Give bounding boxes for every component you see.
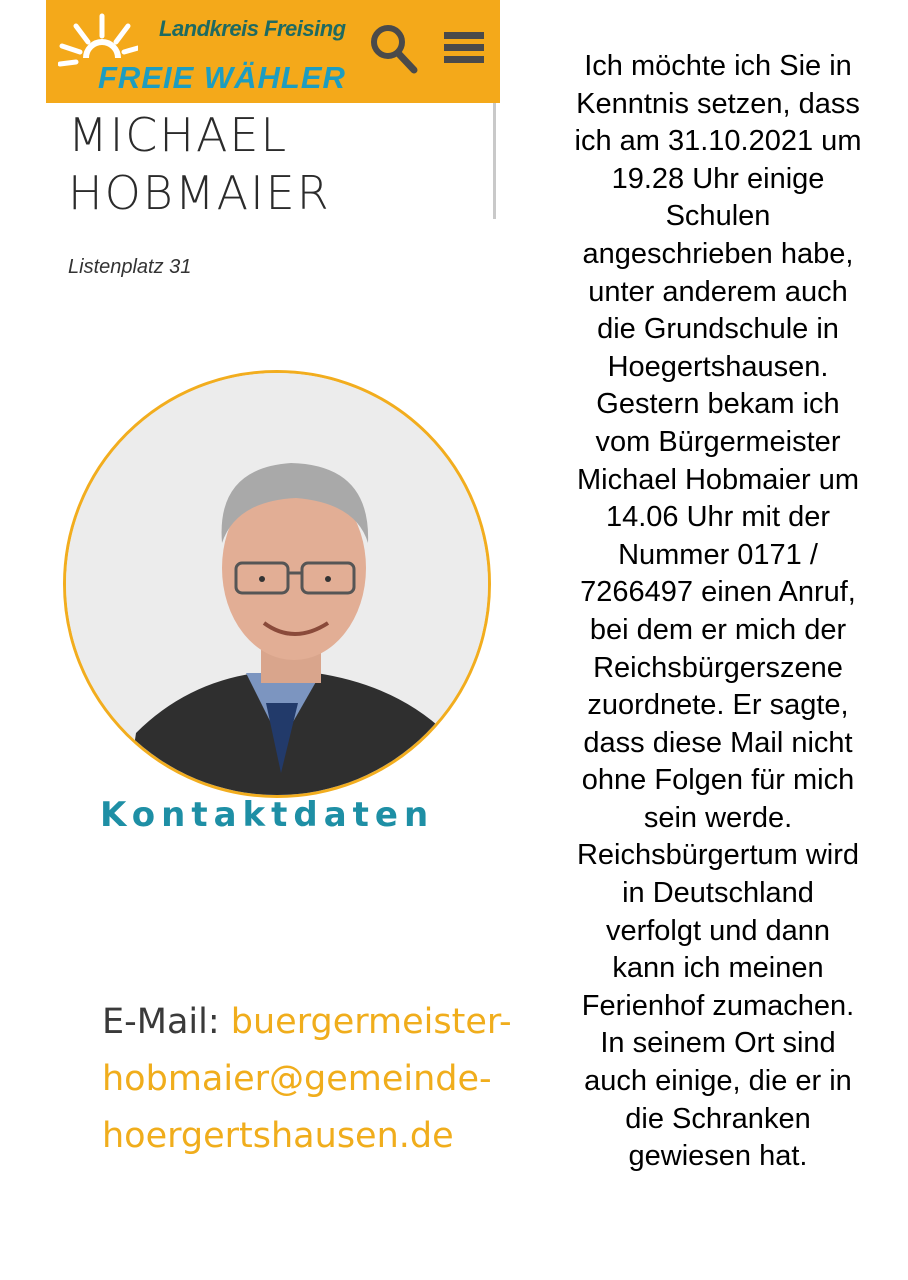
message-line: unter anderem auch — [588, 275, 848, 308]
message-text — [548, 48, 888, 1176]
message-line: angeschrieben habe, — [582, 237, 854, 270]
message-line: ich am 31.10.2021 um — [574, 125, 862, 158]
hamburger-menu-icon[interactable] — [444, 30, 484, 66]
portrait-photo — [63, 370, 491, 798]
message-line: die Schranken — [625, 1102, 811, 1135]
message-line: ohne Folgen für mich — [581, 764, 855, 797]
message-line: Michael Hobmaier um — [576, 463, 860, 496]
person-illustration — [66, 373, 491, 798]
message-line: gewiesen hat. — [628, 1140, 808, 1173]
message-line: Hoegertshausen. — [607, 350, 829, 383]
message-line: auch einige, die er in — [584, 1065, 852, 1098]
message-line: vom Bürgermeister — [595, 425, 841, 458]
email-label: E-Mail: — [102, 1002, 220, 1042]
message-line: Nummer 0171 / — [618, 538, 818, 571]
message-line: sein werde. — [643, 801, 793, 834]
contact-heading: Kontaktdaten — [100, 795, 435, 835]
email-block — [102, 994, 522, 1165]
message-line: zuordnete. Er sagte, — [587, 689, 849, 722]
message-line: dass diese Mail nicht — [583, 726, 853, 759]
email-link-part1[interactable]: buergermeister- — [230, 1002, 512, 1042]
page-title — [68, 106, 468, 222]
email-link-part2[interactable]: hobmaier@gemeinde- — [102, 1059, 492, 1099]
message-line: 14.06 Uhr mit der — [605, 501, 831, 534]
message-line: die Grundschule in — [597, 313, 839, 346]
message-line: Gestern bekam ich — [596, 388, 840, 421]
name-second-line: HOBMAIER — [68, 166, 331, 220]
message-line: Ich möchte ich Sie in — [584, 50, 852, 82]
logo-region-text[interactable]: Landkreis Freising — [159, 16, 346, 41]
message-line: in Deutschland — [622, 877, 814, 910]
message-line: Ferienhof zumachen. — [581, 989, 855, 1022]
message-line: Reichsbürgertum wird — [576, 839, 860, 872]
message-line: bei dem er mich der — [589, 613, 847, 646]
message-line: kann ich meinen — [612, 952, 824, 985]
email-link-part3[interactable]: hoergertshausen.de — [102, 1116, 454, 1156]
name-first-line: MICHAEL — [68, 108, 289, 162]
message-line: In seinem Ort sind — [600, 1027, 836, 1060]
message-line: Kenntnis setzen, dass — [576, 87, 860, 120]
logo-party-name[interactable]: FREIE WÄHLER — [98, 60, 346, 95]
message-line: Reichsbürgerszene — [593, 651, 843, 684]
message-line: verfolgt und dann — [605, 914, 831, 947]
message-line: 7266497 einen Anruf, — [580, 576, 856, 609]
message-line: Schulen — [665, 200, 771, 233]
scrollbar[interactable] — [493, 103, 496, 219]
list-place-label: Listenplatz 31 — [68, 256, 192, 278]
site-header — [46, 0, 500, 103]
search-icon[interactable] — [368, 22, 418, 74]
message-line: 19.28 Uhr einige — [611, 162, 825, 195]
